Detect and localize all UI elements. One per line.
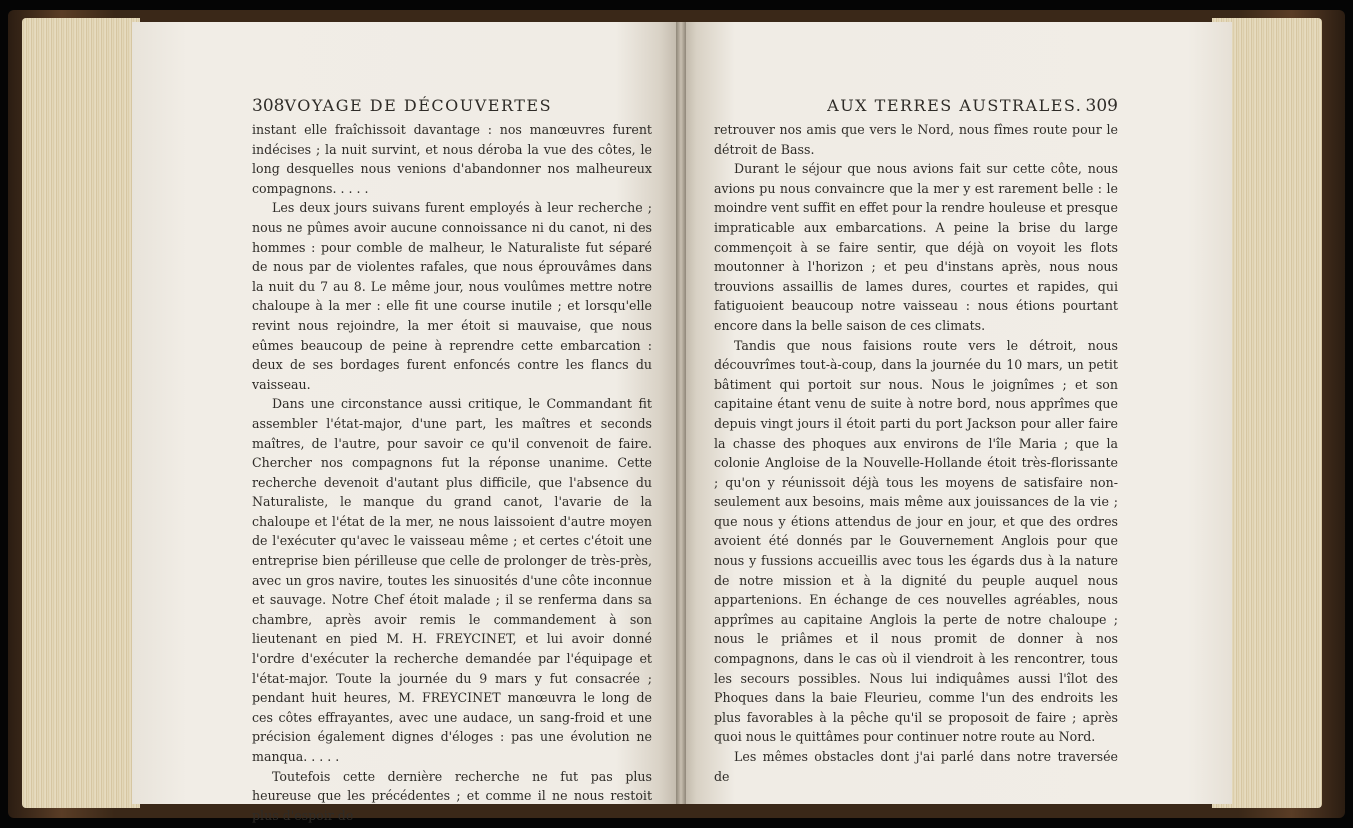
left-page [132,22,682,823]
paragraph: instant elle fraîchissoit davantage : nos manœuvres furent indécises ; la nuit survint, et nous déroba la vue des côtes, le long desquelles nous venions d'abandonner nos malheureux compagnons. . . . . [252,122,652,196]
left-page-number: 308 [252,96,285,116]
paragraph: Dans une circonstance aussi critique, le Commandant fit assembler l'état-major, d'une part, les maîtres et seconds maîtres, de l'autre, pour savoir ce qu'il convenoit de faire. Chercher nos compagnons fut la réponse unanime. Cette recherche devenoit d'autant plus difficile, que l'absence du Naturaliste, le manque du grand canot, l'avarie de la chaloupe et l'état de la mer, ne nous laissoient d'autre moyen de l'exécuter qu'avec le vaisseau même ; et certes c'étoit une entreprise bien périlleuse que celle de prolonger de très-près, avec un gros navire, toutes les sinuosités d'une côte inconnue et sauvage. Notre Chef étoit malade ; il se renferma dans sa chambre, après avoir remis le commandement à son lieutenant en pied M. H. FREYCINET, et lui avoir donné l'ordre d'exécuter la recherche demandée par l'équipage et l'état-major. Toute la journée du 9 mars y fut consacrée ; pendant huit heures, M. FREYCINET manœuvra le long de ces côtes effrayantes, avec une audace, un sang-froid et une précision également dignes d'éloges : pas une évolution ne manqua. . . . . [252,396,652,764]
right-running-title: AUX TERRES AUSTRALES. [827,96,1083,115]
left-running-title: VOYAGE DE DÉCOUVERTES [284,96,553,115]
paragraph: retrouver nos amis que vers le Nord, nous fîmes route pour le détroit de Bass. [714,122,1118,157]
paragraph: Toutefois cette dernière recherche ne fut pas plus heureuse que les précédentes ; et comme il ne nous restoit plus d'espoir de [252,768,652,823]
paragraph: Tandis que nous faisions route vers le détroit, nous découvrîmes tout-à-coup, dans la journée du 10 mars, un petit bâtiment qui portoit sur nous. Nous le joignîmes ; et son capitaine étant venu de suite à notre bord, nous apprîmes que depuis vingt jours il étoit parti du port Jackson pour aller faire la chasse des phoques aux environs de l'île Maria ; que la colonie Angloise de la Nouvelle-Hollande étoit très-florissante ; qu'on y réunissoit déjà tous les moyens de satisfaire non-seulement aux besoins, mais même aux jouissances de la vie ; que nous y étions attendus de jour en jour, et que des ordres avoient été donnés par le Gouvernement Anglois pour que nous y fussions accueillis avec tous les égards dus à la nature de notre mission et à la dignité du peuple auquel nous appartenions. En échange de ces nouvelles agréables, nous apprîmes au capitaine Anglois la perte de notre chaloupe ; nous le priâmes et il nous promit de donner à nos compagnons, dans le cas où il viendroit à les rencontrer, tous les secours possibles. Nous lui indiquâmes aussi l'îlot des Phoques dans la baie Fleurieu, comme l'un des endroits les plus favorables à la pêche qu'il se proposoit de faire ; après quoi nous le quittâmes pour continuer notre route au Nord. [714,337,1118,745]
page-edges-left [22,18,140,808]
left-text-block [252,120,652,825]
right-running-head [714,96,1118,118]
right-page [680,22,1232,804]
right-page-number: 309 [1085,96,1118,116]
paragraph: Les deux jours suivans furent employés à leur recherche ; nous ne pûmes avoir aucune connoissance ni du canot, ni des hommes : pour comble de malheur, le Naturaliste fut séparé de nous par de violentes rafales, que nous éprouvâmes dans la nuit du 7 au 8. Le même jour, nous voulûmes mettre notre chaloupe à la mer : elle fit une course inutile ; et lorsqu'elle revint nous rejoindre, la mer étoit si mauvaise, que nous eûmes beaucoup de peine à reprendre cette embarcation : deux de ses bordages furent enfoncés contre les flancs du vaisseau. [252,200,652,392]
paragraph: Les mêmes obstacles dont j'ai parlé dans notre traversée de [714,749,1118,784]
book-gutter [676,22,686,804]
right-text-block [714,120,1118,786]
paragraph: Durant le séjour que nous avions fait sur cette côte, nous avions pu nous convaincre que la mer y est rarement belle : le moindre vent suffit en effet pour la rendre houleuse et presque impraticable aux embarcations. A peine la brise du large commençoit à se faire sentir, que déjà on voyoit les flots moutonner à l'horizon ; et peu d'instans après, nous nous trouvions assaillis de lames dures, courtes et rapides, qui fatiguoient beaucoup notre vaisseau : nous étions pourtant encore dans la belle saison de ces climats. [714,161,1118,333]
left-running-head [252,96,652,118]
